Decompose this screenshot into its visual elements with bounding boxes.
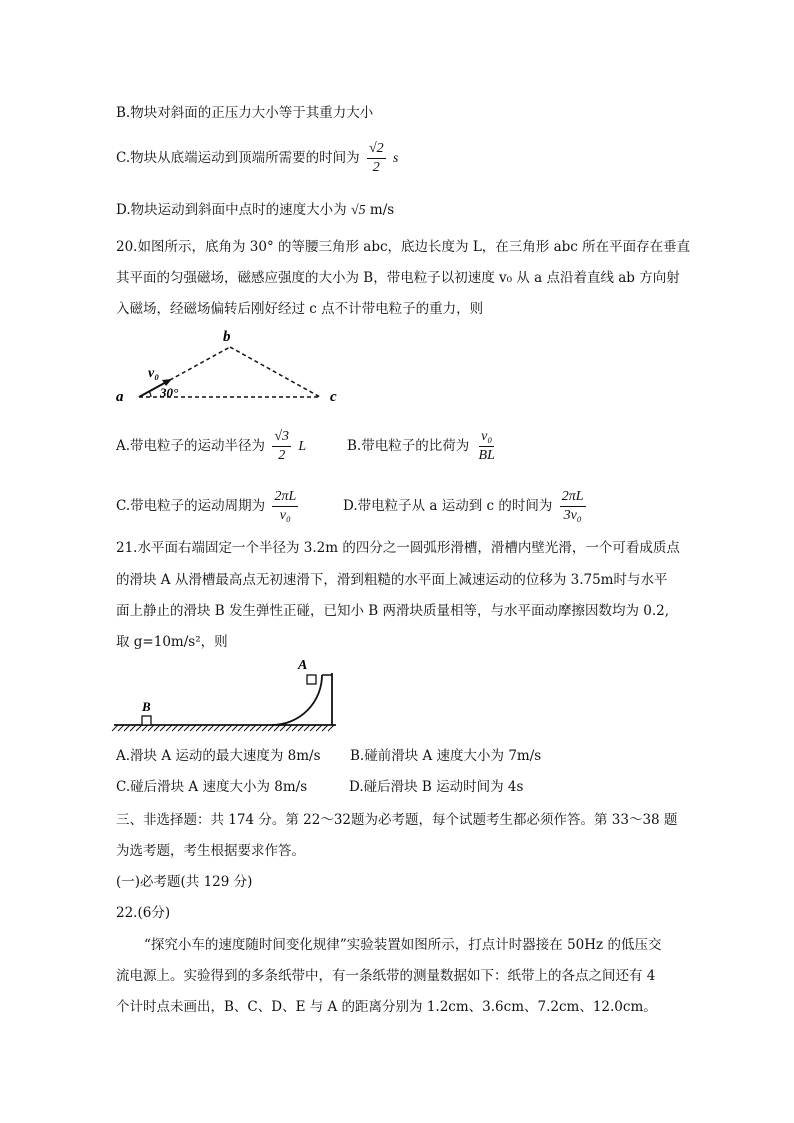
hatch-mark (250, 725, 256, 731)
hatch-mark (112, 725, 118, 731)
hatch-mark (298, 725, 304, 731)
q21-option-a: A.滑块 A 运动的最大速度为 8m/s (116, 748, 321, 764)
hatch-mark (118, 725, 124, 731)
q19-option-c-numerator: √2 (367, 140, 386, 159)
hatch-mark (178, 725, 184, 731)
q21-block-b (142, 716, 151, 725)
hatch-mark (184, 725, 190, 731)
q19-option-b: B.物块对斜面的正压力大小等于其重力大小 (116, 105, 374, 121)
q22-line-1: “探究小车的速度随时间变化规律”实验装置如图所示，打点计时器接在 50Hz 的低压交 (144, 937, 662, 953)
q19-option-d-value: √5 (350, 203, 366, 218)
q20-option-c-fraction (272, 488, 298, 525)
q20-stem-line-3: 入磁场，经磁场偏转后刚好经过 c 点不计带电粒子的重力，则 (116, 301, 484, 317)
q21-block-a (307, 675, 316, 684)
hatch-mark (214, 725, 220, 731)
q20-option-a-suffix: L (298, 439, 307, 454)
hatch-mark (190, 725, 196, 731)
section-3-subheading: (一)必考题(共 129 分) (116, 874, 253, 890)
q20-option-a-text: A.带电粒子的运动半径为 (116, 438, 266, 454)
q19-option-c-text: C.物块从底端运动到顶端所需要的时间为 (116, 150, 360, 166)
hatch-mark (304, 725, 310, 731)
q20-option-a-denominator: 2 (278, 448, 286, 463)
q21-option-d: D.碰后滑块 B 运动时间为 4s (349, 779, 524, 795)
hatch-mark (160, 725, 166, 731)
q20-label-v0: v₀ (148, 366, 160, 381)
hatch-mark (292, 725, 298, 731)
q19-option-d-text: D.物块运动到斜面中点时的速度大小为 (116, 202, 347, 218)
q20-option-c-denominator: v₀ (279, 508, 291, 523)
q22-line-2: 流电源上。实验得到的多条纸带中，有一条纸带的测量数据如下：纸带上的各点之间还有 4 (116, 968, 656, 984)
q20-option-b-denominator: BL (478, 448, 495, 463)
hatch-mark (328, 725, 334, 731)
q20-option-b (347, 428, 500, 465)
hatch-mark (310, 725, 316, 731)
hatch-mark (172, 725, 178, 731)
q20-triangle-figure (110, 325, 350, 405)
q20-side-bc (230, 347, 320, 397)
q21-option-b: B.碰前滑块 A 速度大小为 7m/s (350, 748, 542, 764)
hatch-mark (286, 725, 292, 731)
hatch-mark (280, 725, 286, 731)
q20-label-angle: 30° (160, 385, 179, 400)
hatch-mark (208, 725, 214, 731)
q21-option-c: C.碰后滑块 A 速度大小为 8m/s (116, 779, 308, 795)
q20-option-b-text: B.带电粒子的比荷为 (347, 438, 470, 454)
q19-option-c-fraction (367, 140, 386, 177)
q20-option-d (343, 488, 589, 525)
q19-option-d (116, 200, 394, 221)
q20-option-c (116, 488, 301, 525)
q21-label-a: A (298, 658, 308, 673)
hatch-mark (274, 725, 280, 731)
hatch-mark (202, 725, 208, 731)
hatch-mark (154, 725, 160, 731)
section-3-line-2: 为选考题，考生根据要求作答。 (116, 843, 305, 859)
q19-option-c-denominator: 2 (372, 160, 380, 175)
hatch-mark (148, 725, 154, 731)
q20-option-a-fraction (272, 428, 291, 465)
q20-stem-line-1: 20.如图所示，底角为 30° 的等腰三角形 abc，底边长度为 L，在三角形 abc 所在平面存在垂直 (116, 239, 691, 255)
q21-label-b: B (142, 699, 151, 714)
hatch-mark (244, 725, 250, 731)
section-3-line-1: 三、非选择题：共 174 分。第 22～32题为必考题，每个试题考生都必须作答。第 33～38 题 (116, 812, 678, 828)
hatch-mark (136, 725, 142, 731)
q21-ground-hatching (112, 725, 334, 731)
q19-option-d-unit: m/s (369, 202, 395, 218)
q21-stem-line-2: 的滑块 A 从滑槽最高点无初速滑下，滑到粗糙的水平面上减速运动的位移为 3.75m时与水平 (116, 572, 668, 588)
q20-option-b-fraction (477, 428, 497, 465)
q19-option-c (116, 140, 398, 177)
q20-option-d-fraction (560, 488, 586, 525)
hatch-mark (142, 725, 148, 731)
hatch-mark (262, 725, 268, 731)
q20-label-c: c (330, 389, 337, 405)
q22-header: 22.(6分) (116, 905, 171, 921)
q20-option-a (116, 428, 306, 465)
hatch-mark (316, 725, 322, 731)
q21-track-figure (112, 655, 342, 735)
q20-option-d-numerator: 2πL (560, 488, 586, 507)
hatch-mark (256, 725, 262, 731)
q20-option-d-text: D.带电粒子从 a 运动到 c 的时间为 (343, 498, 553, 514)
q19-option-c-unit: s (392, 151, 399, 166)
q20-stem-line-2: 其平面的匀强磁场，磁感应强度的大小为 B，带电粒子以初速度 v₀ 从 a 点沿着直线 ab 方向射 (116, 270, 680, 286)
q21-stem-line-1: 21.水平面右端固定一个半径为 3.2m 的四分之一圆弧形滑槽，滑槽内壁光滑，一个可看成质点 (116, 540, 680, 556)
hatch-mark (166, 725, 172, 731)
q21-stem-line-4: 取 g=10m/s²，则 (116, 634, 228, 650)
hatch-mark (232, 725, 238, 731)
hatch-mark (196, 725, 202, 731)
q20-label-b: b (223, 329, 231, 345)
q20-option-c-text: C.带电粒子的运动周期为 (116, 498, 266, 514)
hatch-mark (130, 725, 136, 731)
q22-line-3: 个计时点未画出，B、C、D、E 与 A 的距离分别为 1.2cm、3.6cm、7.2cm、12.0cm。 (116, 999, 657, 1015)
q21-stem-line-3: 面上静止的滑块 B 发生弹性正碰，已知小 B 两滑块质量相等，与水平面动摩擦因数均为 0.2, (116, 603, 670, 619)
q20-option-a-numerator: √3 (272, 428, 291, 447)
q20-label-a: a (116, 389, 124, 405)
hatch-mark (322, 725, 328, 731)
hatch-mark (268, 725, 274, 731)
hatch-mark (226, 725, 232, 731)
q20-option-c-numerator: 2πL (272, 488, 298, 507)
q20-angle-arc (149, 391, 151, 397)
hatch-mark (238, 725, 244, 731)
hatch-mark (220, 725, 226, 731)
hatch-mark (124, 725, 130, 731)
q20-option-b-numerator: v₀ (479, 428, 494, 447)
q20-option-d-denominator: 3v₀ (563, 508, 582, 523)
